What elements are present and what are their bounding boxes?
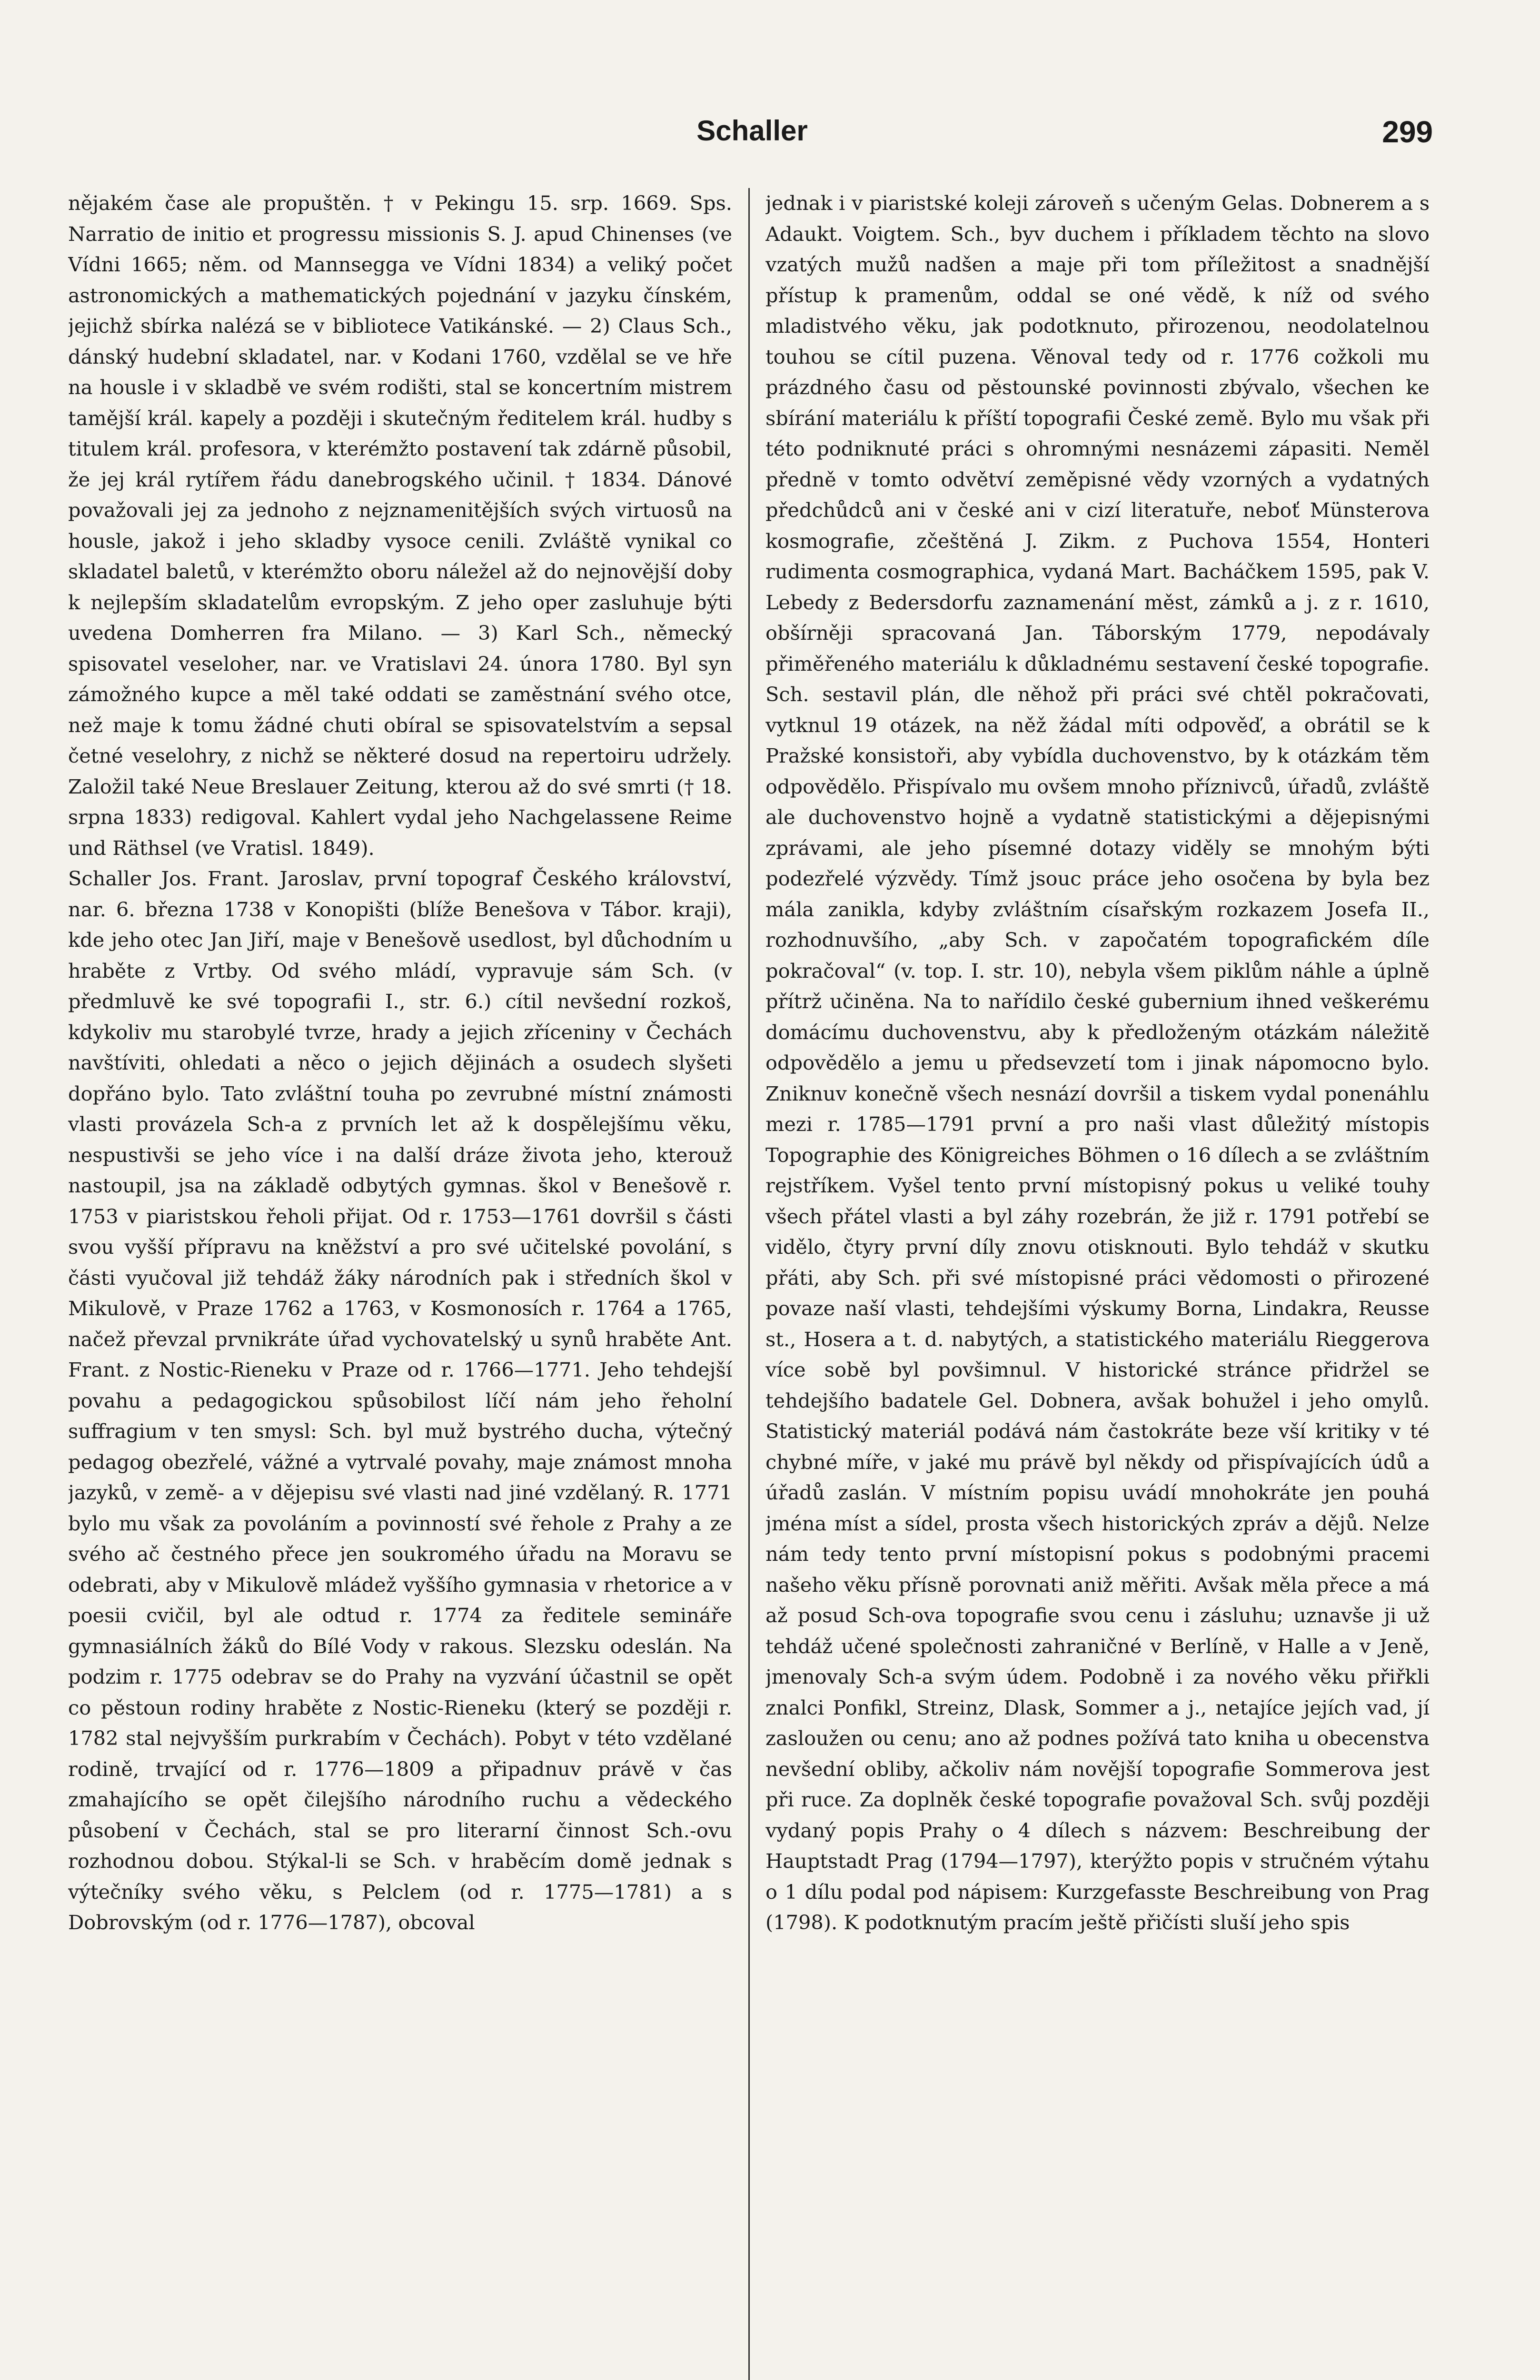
entry-text: Schaller Jos. Frant. Jaroslav, první topograf Českého království, nar. 6. března 1738 v Konopišti (blíže Benešova v Tábor. kraji), kde jeho otec Jan Jiří, maje v Benešově usedlost, byl důchodním u hraběte z Vrtby. Od svého mládí, vypravuje sám Sch. (v předmluvě ke své topografii I., str. 6.) cítil nevšední rozkoš, kdykoliv mu starobylé tvrze, hrady a jejich zříceniny v Čechách navštíviti, ohledati a něco o jejich dějinách a osudech slyšeti dopřáno bylo. Tato zvláštní touha po zevrubné místní známosti vlasti provázela Sch-a z prvních let až k dospělejšímu věku, nespustivši se jeho více i na další dráze života jeho, kterouž nastoupil, jsa na základě odbytých gymnas. škol v Benešově r. 1753 v piaristskou řeholi přijat. Od r. 1753—1761 dovršil s části svou vyšší přípravu na kněžství a pro své učitelské povolání, s části vyučoval již tehdáž žáky národních pak i středních škol v Mikulově, v Praze 1762 a 1763, v Kosmonosích r. 1764 a 1765, načež převzal prvnikráte úřad vychovatelský u synů hraběte Ant. Frant. z Nostic-Rieneku v Praze od r. 1766—1771. Jeho tehdejší povahu a pedagogickou spůsobilost líčí nám jeho řeholní suffragium v ten smysl: Sch. byl muž bystrého ducha, výtečný pedagog obezřelé, vážné a vytrvalé povahy, maje známost mnoha jazyků, v země- a v dějepisu své vlasti nad jiné vzdělaný. R. 1771 bylo mu však za povoláním a povinností své řehole z Prahy a ze svého ač čestného přece jen soukromého úřadu na Moravu se odebrati, aby v Mikulově mládež vyššího gymnasia v rhetorice a v poesii cvičil, byl ale odtud r. 1774 za ředitele semináře gymnasiálních žáků do Bílé Vody v rakous. Slezsku odeslán. Na podzim r. 1775 odebrav se do Prahy na vyzvání účastnil se opět co pěstoun rodiny hraběte z Nostic-Rieneku (který se později r. 1782 stal nejvyšším purkrabím v Čechách). Pobyt v této vzdělané rodině, trvající od r. 1776—1809 a připadnuv právě v čas zmahajícího se opět čilejšího národního ruchu a vědeckého působení v Čechách, stal se pro literarní činnost Sch.-ovu rozhodnou dobou. Stýkal-li se Sch. v hraběcím domě jednak s výtečníky svého věku, s Pelclem (od r. 1775—1781) a s Dobrovským (od r. 1776—1787), obcoval <box>68 867 732 1934</box>
running-head: Schaller <box>696 115 808 147</box>
entry-text: nějakém čase ale propuštěn. † v Pekingu 15. srp. 1669. Sps. Narratio de initio et progressu missionis S. J. apud Chinenses (ve Vídni 1665; něm. od Mannsegga ve Vídni 1834) a veliký počet astronomických a mathematických pojednání v jazyku čínském, jejichž sbírka nalézá se v bibliotece Vatikánské. — 2) Claus Sch., dánský hudební skladatel, nar. v Kodani 1760, vzdělal se ve hře na housle i v skladbě ve svém rodišti, stal se koncertním mistrem tamější král. kapely a později i skutečným ředitelem král. hudby s titulem král. profesora, v kterémžto postavení tak zdárně působil, že jej král rytířem řádu danebrogského učinil. † 1834. Dánové považovali jej za jednoho z nejznamenitějších svých virtuosů na housle, jakož i jeho skladby vysoce cenili. Zvláště vynikal co skladatel baletů, v kterémžto oboru náležel až do nejnovější doby k nejlepším skladatelům evropským. Z jeho oper zasluhuje býti uvedena Domherren fra Milano. — 3) Karl Sch., německý spisovatel veseloher, nar. ve Vratislavi 24. února 1780. Byl syn zámožného kupce a měl také oddati se zaměstnání svého otce, než maje k tomu žádné chuti obíral se spisovatelstvím a sepsal četné veselohry, z nichž se některé dosud na repertoiru udržely. Založil také Neue Breslauer Zeitung, kterou až do své smrti († 18. srpna 1833) redigoval. Kahlert vydal jeho Nachgelassene Reime und Räthsel (ve Vratisl. 1849). <box>68 191 732 860</box>
right-column <box>765 188 1430 2380</box>
page-number: 299 <box>1382 115 1433 149</box>
page-header <box>71 114 1433 157</box>
column-divider <box>748 188 750 2380</box>
entry-text: jednak i v piaristské koleji zároveň s učeným Gelas. Dobnerem a s Adaukt. Voigtem. Sch., byv duchem i příkladem těchto na slovo vzatých mužů nadšen a maje při tom příležitost a snadnější přístup k pramenům, oddal se oné vědě, k níž od svého mladistvého věku, jak podotknuto, přirozenou, neodolatelnou touhou se cítil puzena. Věnoval tedy od r. 1776 cožkoli mu prázdného času od pěstounské povinnosti zbývalo, všechen ke sbírání materiálu k příští topografii České země. Bylo mu však při této podniknuté práci s ohromnými nesnázemi zápasiti. Neměl předně v tomto odvětví zeměpisné vědy vzorných a vydatných předchůdců ani v české ani v cizí literatuře, neboť Münsterova kosmografie, zčeštěná J. Zikm. z Puchova 1554, Honteri rudimenta cosmographica, vydaná Mart. Bacháčkem 1595, pak V. Lebedy z Bedersdorfu zaznamenání měst, zámků a j. z r. 1610, obšírněji spracovaná Jan. Táborským 1779, nepodávaly přiměřeného materiálu k důkladnému sestavení české topografie. Sch. sestavil plán, dle něhož při práci své chtěl pokračovati, vytknul 19 otázek, na něž žádal míti odpověď, a obrátil se k Pražské konsistoři, aby vybídla duchovenstvo, by k otázkám těm odpovědělo. Přispívalo mu ovšem mnoho příznivců, úřadů, zvláště ale duchovenstvo hojně a vydatně statistickými a dějepisnými zprávami, ale jeho písemné dotazy viděly se mnohým býti podezřelé výzvědy. Tímž jsouc práce jeho osočena by byla bez mála zanikla, kdyby zvláštním císařským rozkazem Josefa II., rozhodnuvšího, „aby Sch. v započatém topografickém díle pokračoval“ (v. top. I. str. 10), nebyla všem piklům náhle a úplně přítrž učiněna. Na to nařídilo české gubernium ihned veškerému domácímu duchovenstvu, aby k předloženým otázkám náležitě odpovědělo a jemu u předsevzetí tom i jinak nápomocno bylo. Zniknuv konečně všech nesnází dovršil a tiskem vydal ponenáhlu mezi r. 1785—1791 první a pro naši vlast důležitý místopis Topographie des Königreiches Böhmen o 16 dílech a se zvláštním rejstříkem. Vyšel tento první místopisný pokus u veliké touhy všech přátel vlasti a byl záhy rozebrán, že již r. 1791 potřebí se vidělo, čtyry první díly znovu otisknouti. Bylo tehdáž v skutku přáti, aby Sch. při své místopisné práci vědomosti o přirozené povaze naší vlasti, tehdejšími výskumy Borna, Lindakra, Reusse st., Hosera a t. d. nabytých, a statistického materiálu Rieggerova více sobě byl povšimnul. V historické stránce přidržel se tehdejšího badatele Gel. Dobnera, avšak bohužel i jeho omylů. Statistický materiál podává nám častokráte beze vší kritiky v té chybné míře, v jaké mu právě byl někdy od přispívajících údů a úřadů zaslán. V místním popisu uvádí mnohokráte jen pouhá jména míst a sídel, prosta všech historických zpráv a dějů. Nelze nám tedy tento první místopisní pokus s podobnými pracemi našeho věku přísně porovnati aniž měřiti. Avšak měla přece a má až posud Sch-ova topografie svou cenu i zásluhu; uznavše ji už tehdáž učené společnosti zahraničné v Berlíně, v Halle a v Jeně, jmenovaly Sch-a svým údem. Podobně i za nového věku přiřkli znalci Ponfikl, Streinz, Dlask, Sommer a j., netajíce jejích vad, jí zasloužen ou cenu; ano až podnes požívá tato kniha u obecenstva nevšední obliby, ačkoliv nám novější topografie Sommerova jest při ruce. Za doplněk české topografie považoval Sch. svůj později vydaný popis Prahy o 4 dílech s názvem: Beschreibung der Hauptstadt Prag (1794—1797), kterýžto popis v stručném výtahu o 1 dílu podal pod nápisem: Kurzgefasste Beschreibung von Prag (1798). K podotknutým pracím ještě přičísti sluší jeho spis <box>765 191 1430 1934</box>
left-column <box>68 188 732 2380</box>
